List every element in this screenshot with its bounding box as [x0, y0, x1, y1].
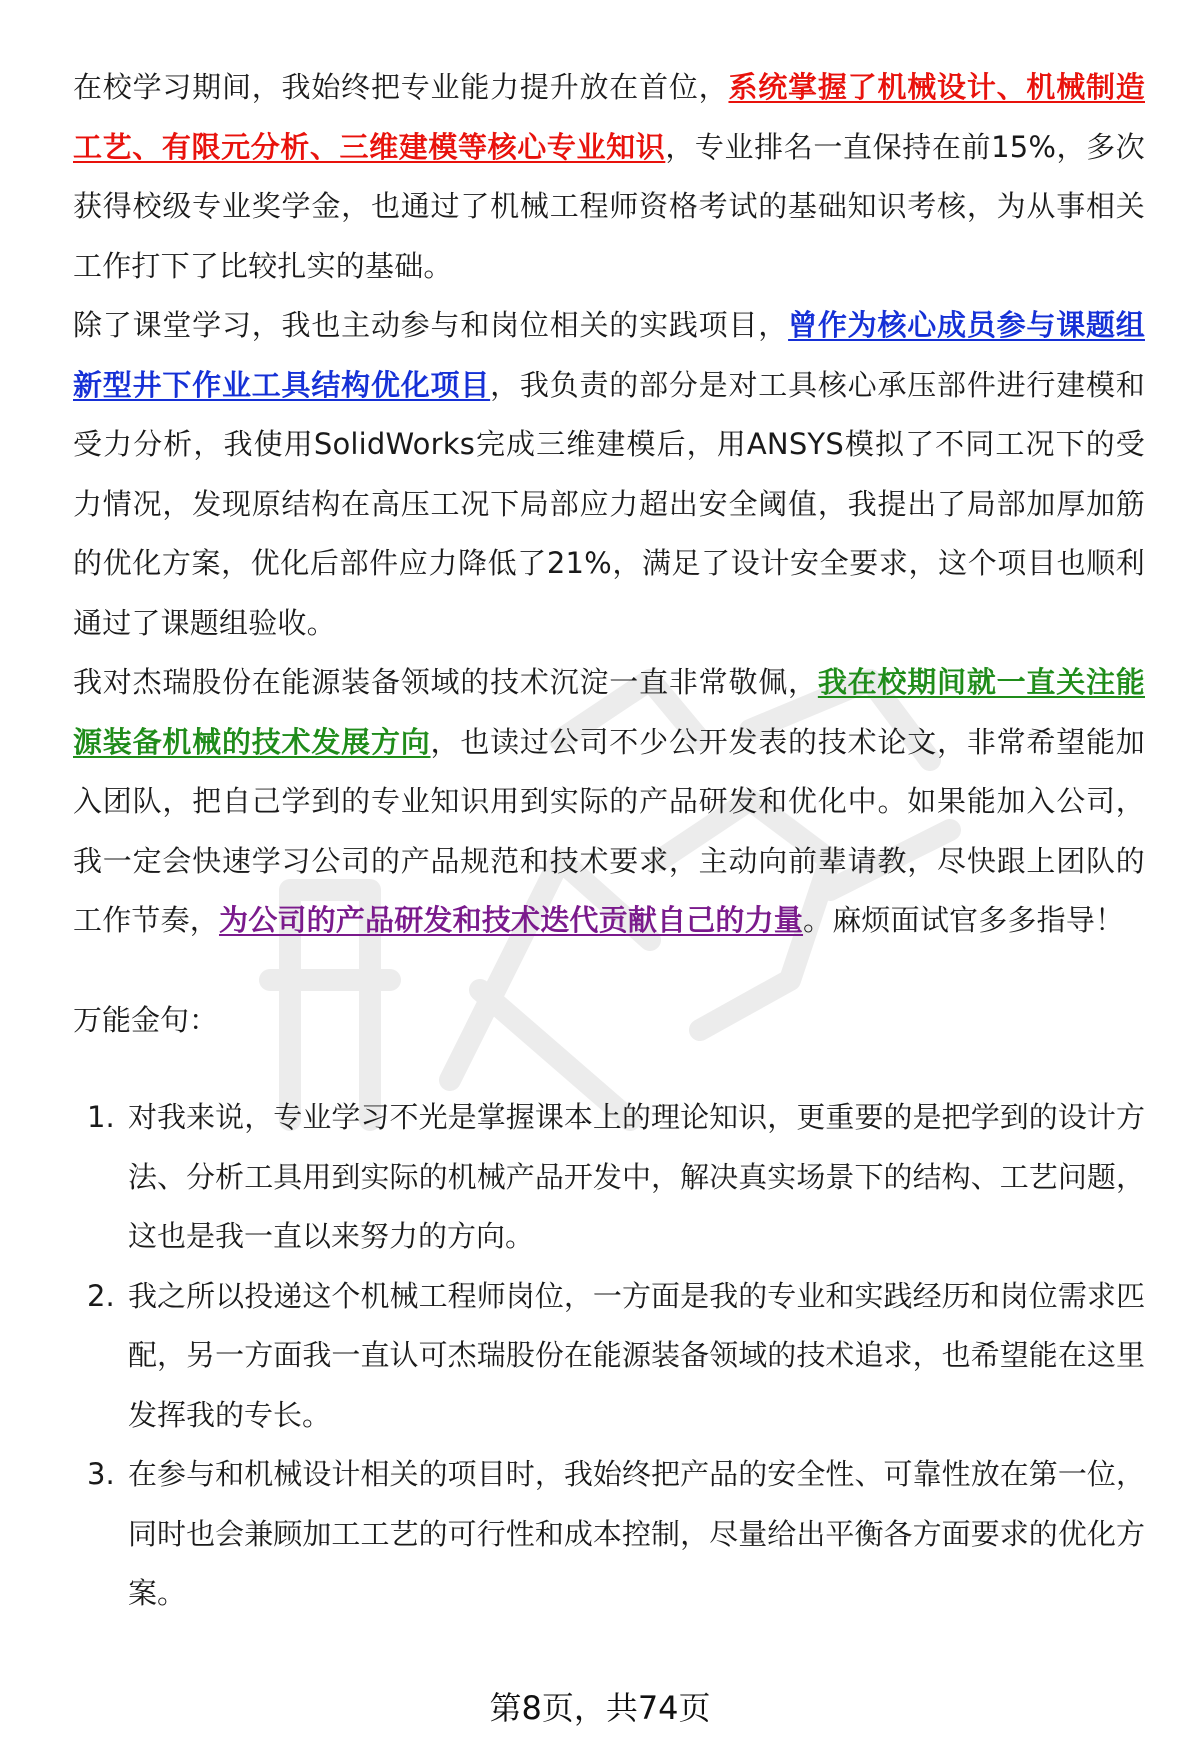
document-page — [73, 58, 1145, 1624]
list-item-text: 对我来说，专业学习不光是掌握课本上的理论知识，更重要的是把学到的设计方法、分析工具用到实际的机械产品开发中，解决真实场景下的结构、工艺问题，这也是我一直以来努力的方向。 — [128, 1100, 1145, 1253]
page-number-footer: 第8页，共74页 — [489, 1689, 711, 1727]
paragraph-motivation — [73, 653, 1145, 951]
paragraph-motivation-end: 。麻烦面试官多多指导！ — [803, 903, 1125, 937]
highlight-industry-interest: 我在校期间就一直关注能源装备机械的技术发展方向 — [73, 665, 1145, 759]
golden-phrases-list — [73, 1088, 1145, 1624]
list-item — [73, 1445, 1145, 1624]
highlight-core-knowledge: 系统掌握了机械设计、机械制造工艺、有限元分析、三维建模等核心专业知识 — [73, 70, 1145, 164]
paragraph-study — [73, 58, 1145, 296]
list-item-number: 2. — [87, 1278, 115, 1313]
paragraph-project-lead: 除了课堂学习，我也主动参与和岗位相关的实践项目， — [73, 308, 789, 342]
paragraph-study-rest: ，专业排名一直保持在前15%，多次获得校级专业奖学金，也通过了机械工程师资格考试的基础知识考核，为从事相关工作打下了比较扎实的基础。 — [73, 129, 1145, 283]
list-item-text: 我之所以投递这个机械工程师岗位，一方面是我的专业和实践经历和岗位需求匹配，另一方面我一直认可杰瑞股份在能源装备领域的技术追求，也希望能在这里发挥我的专长。 — [128, 1278, 1145, 1432]
list-item-number: 3. — [87, 1457, 115, 1491]
section-label-golden-phrases: 万能金句： — [73, 1002, 219, 1037]
paragraph-motivation-middle: ，也读过公司不少公开发表的技术论文，非常希望能加入团队，把自己学到的专业知识用到实际的产品研发和优化中。如果能加入公司，我一定会快速学习公司的产品规范和技术要求，主动向前辈请教，尽快跟上团队的工作节奏， — [73, 724, 1145, 937]
paragraph-study-lead: 在校学习期间，我始终把专业能力提升放在首位， — [73, 70, 729, 104]
paragraph-motivation-lead: 我对杰瑞股份在能源装备领域的技术沉淀一直非常敬佩， — [73, 665, 818, 699]
paragraph-project-rest: ，我负责的部分是对工具核心承压部件进行建模和受力分析，我使用SolidWorks完成三维建模后，用ANSYS模拟了不同工况下的受力情况，发现原结构在高压工况下局部应力超出安全阈值，我提出了局部加厚加筋的优化方案，优化后部件应力降低了21%，满足了设计安全要求，这个项目也顺利通过了课题组验收。 — [73, 367, 1145, 640]
highlight-project-role: 曾作为核心成员参与课题组新型井下作业工具结构优化项目 — [73, 308, 1145, 402]
list-item — [73, 1267, 1145, 1446]
list-item-number: 1. — [87, 1100, 115, 1134]
paragraph-project — [73, 296, 1145, 653]
list-item-text: 在参与和机械设计相关的项目时，我始终把产品的安全性、可靠性放在第一位，同时也会兼顾加工工艺的可行性和成本控制，尽量给出平衡各方面要求的优化方案。 — [128, 1457, 1145, 1610]
list-item — [73, 1088, 1145, 1267]
highlight-contribution: 为公司的产品研发和技术迭代贡献自己的力量 — [219, 903, 804, 937]
